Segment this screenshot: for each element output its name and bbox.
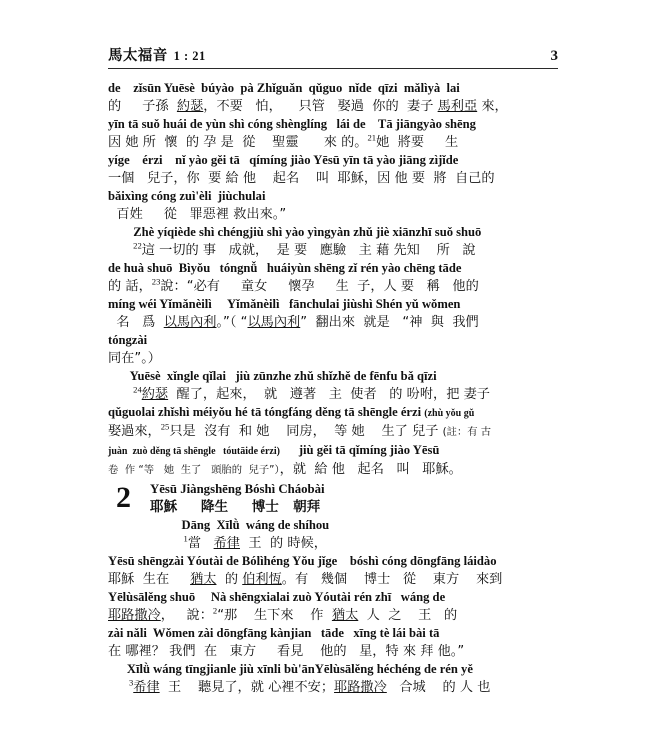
- chapter-number: 2: [116, 481, 131, 514]
- interlinear-line: [108, 188, 558, 224]
- interlinear-line: [108, 661, 558, 697]
- interlinear-line: [108, 260, 558, 296]
- pinyin-row: Yēsū shēngzài Yóutài de Bólìhéng Yǒu jǐge bóshì cóng dōngfāng láidào: [108, 554, 497, 568]
- hanzi-row: $^{22}$這 一切的 事 成就， 是 要 應驗 主 藉 先知 所 說: [133, 240, 476, 258]
- hanzi-row: 的 話，$^{23}$說：“必有 童女 懷孕 生 子，人 要 稱 他的: [108, 276, 479, 294]
- pinyin-row: Yēlùsālěng shuō Nà shēngxialai zuò Yóutài rén zhī wáng de: [108, 590, 446, 604]
- interlinear-line: [108, 442, 558, 480]
- interlinear-line: [108, 404, 558, 442]
- interlinear-line: [108, 224, 558, 260]
- chapter-verse-reference: 1 : 21: [173, 49, 206, 63]
- pinyin-row: tóngzài: [108, 333, 148, 347]
- pinyin-row: míng wéi Yǐmǎnèilì Yǐmǎnèilì fānchulai jiùshì Shén yǔ wǒmen: [108, 297, 461, 311]
- running-header: [108, 44, 558, 69]
- pinyin-row: qǔguolai zhǐshì méiyǒu hé tā tóngfáng děng tā shēngle érzi (zhù yǒu gǔ: [108, 405, 475, 419]
- hanzi-row: 百姓 從 罪惡裡 救出來。”: [108, 207, 287, 222]
- pinyin-row: zài nǎli Wǒmen zài dōngfāng kànjian tāde xīng tè lái bài tā: [108, 626, 440, 640]
- interlinear-body: [108, 80, 558, 697]
- interlinear-line: [108, 589, 558, 625]
- hanzi-row: 娶過來，$^{25}$只是 沒有 和 她 同房， 等 她 生了 兒子 (註：有 古: [108, 421, 492, 439]
- hanzi-row: $^{24}$約瑟 醒了，起來， 就 遵著 主 使者 的 吩咐，把 妻子: [133, 384, 490, 402]
- interlinear-line: [108, 80, 558, 116]
- book-title: 馬太福音: [108, 48, 168, 64]
- pinyin-row: de zǐsūn Yuēsè búyào pà Zhǐguǎn qǔguo nǐde qīzi mǎlìyà lai: [108, 81, 460, 95]
- pinyin-row: Dāng Xīlǜ wáng de shíhou: [150, 518, 330, 532]
- hanzi-row: $^3$希律 王 聽見了，就 心裡不安；耶路撒冷 合城 的 人 也: [128, 677, 491, 695]
- page-number: 3: [550, 48, 558, 64]
- pinyin-row: Zhè yíqiède shì chéngjiù shì yào yìngyàn zhǔ jiè xiānzhī suǒ shuō: [108, 225, 482, 239]
- hanzi-row: 耶穌 生在 猶太 的 伯利恆。有 幾個 博士 從 東方 來到: [108, 572, 503, 587]
- interlinear-line: [108, 368, 558, 404]
- hanzi-row: 在 哪裡？ 我們 在 東方 看見 他的 星，特 來 拜 他。”: [108, 644, 465, 659]
- hanzi-row: 的 子孫 約瑟，不要 怕， 只管 娶過 你的 妻子 馬利亞 來，: [108, 99, 508, 114]
- interlinear-line: [108, 625, 558, 661]
- pinyin-row: de huà shuō Bìyǒu tóngnǚ huáiyùn shēng zǐ rén yào chēng tāde: [108, 261, 462, 275]
- chapter-verse-lines-container: [108, 517, 558, 697]
- chapter-heading-rows: [108, 481, 558, 517]
- section-heading-hanzi: 耶穌 降生 博士 朝拜: [150, 499, 321, 515]
- interlinear-line: [108, 152, 558, 188]
- interlinear-line: [108, 553, 558, 589]
- hanzi-row: 卷 作 “等 她 生了 頭胎的 兒子”），就 給 他 起名 叫 耶穌。: [108, 462, 462, 477]
- interlinear-line: [108, 332, 558, 368]
- interlinear-line: [108, 116, 558, 152]
- pinyin-row: yíge érzi nǐ yào gěi tā qímíng jiào Yēsū yīn tā yào jiāng zìjǐde: [108, 153, 459, 167]
- chapter-opener: [108, 481, 558, 697]
- interlinear-line: [108, 296, 558, 332]
- pinyin-row: bǎixìng cóng zuì'èli jiùchulai: [108, 189, 266, 203]
- interlinear-line: [108, 517, 558, 553]
- pinyin-row: Yuēsè xǐngle qǐlai jiù zūnzhe zhǔ shǐzhě de fēnfu bǎ qīzi: [108, 369, 437, 383]
- pinyin-row: yīn tā suǒ huái de yùn shì cóng shènglíng lái de Tā jiāngyào shēng: [108, 117, 476, 131]
- pinyin-row: Xīlǜ wáng tīngjianle jiù xīnli bù'ānYēlùsālěng héchéng de rén yě: [108, 662, 473, 676]
- hanzi-row: 同在”。）: [108, 351, 161, 366]
- hanzi-row: 名 爲 以馬內利。”（ “以馬內利” 翻出來 就是 “神 與 我們: [108, 315, 479, 330]
- hanzi-row: $^1$當 希律 王 的 時候，: [183, 533, 327, 551]
- header-left-group: [108, 44, 206, 65]
- pinyin-row: juàn zuò děng tā shēngle tóutāide érzi) jiù gěi tā qǐmíng jiào Yēsū: [108, 443, 440, 457]
- hanzi-row: 因 她 所 懷 的 孕 是 從 聖靈 來 的。$^{21}$她 將要 生: [108, 132, 459, 150]
- verse-lines-container: [108, 80, 558, 480]
- hanzi-row: 耶路撒冷， 說：$^2$“那 生下來 作 猶太 人 之 王 的: [108, 605, 458, 623]
- section-heading-pinyin: Yēsū Jiàngshēng Bóshì Cháobài: [150, 482, 325, 496]
- hanzi-row: 一個 兒子，你 要 給 他 起名 叫 耶穌，因 他 要 將 自己的: [108, 171, 495, 186]
